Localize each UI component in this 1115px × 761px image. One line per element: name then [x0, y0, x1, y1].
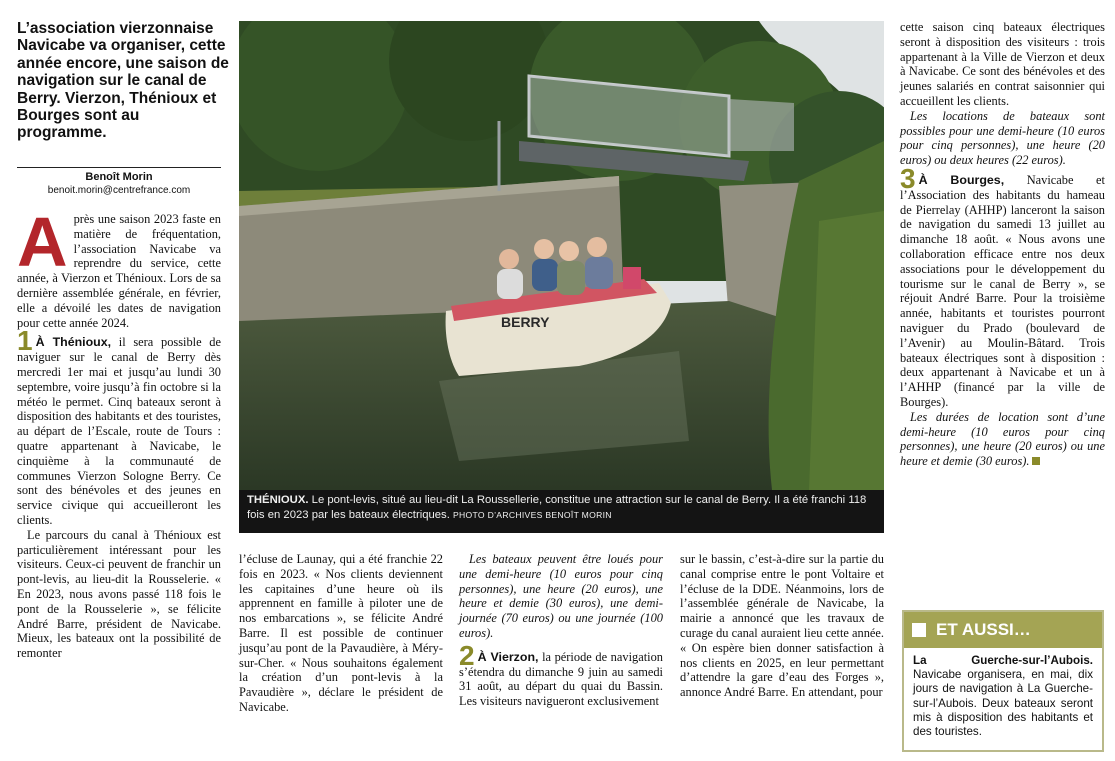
photo-caption: [239, 490, 884, 533]
section-label: À Thénioux,: [35, 335, 112, 350]
et-aussi-body: [904, 648, 1102, 745]
rates-paragraph: Les bateaux peuvent être loués pour une demi-heure (10 euros pour cinq personnes), une heure (20 euros), une heure et demie (30 euros), une demi-journée (70 euros) ou une journée (100 euros).: [459, 552, 663, 640]
intro-paragraph: Après une saison 2023 faste en matière de fréquentation, l’association Navicabe va reprendre du service, cette année, à Vierzon et Thénioux. Lors de sa dernière assemblée générale, en février, elle a dévoilé les dates de navigation pour cette année 2024.: [17, 203, 221, 330]
column-5: [900, 20, 1105, 469]
photo-illustration: [239, 21, 884, 533]
rates-paragraph: Les durées de location sont d’une demi-heure (10 euros pour cinq personnes), une heure (20 euros) ou une heure et demie (30 euros).: [900, 409, 1105, 469]
column-4: [680, 552, 884, 700]
section-number: 2: [459, 639, 475, 671]
rates-paragraph: Les locations de bateaux sont possibles pour une demi-heure (10 euros pour cinq personnes), une heure (20 euros) ou deux heures (22 euros).: [900, 108, 1105, 168]
end-mark-icon: [1032, 457, 1040, 465]
drop-cap: A: [17, 203, 68, 281]
et-aussi-box: [902, 610, 1104, 752]
byline: [17, 171, 221, 197]
paragraph: cette saison cinq bateaux électriques seront à disposition des visiteurs : trois appartenant à la Ville de Vierzon et deux à Navicabe. Ce sont des bénévoles et des jeunes salariés en contrat saisonnier qui accueillent les clients.: [900, 20, 1105, 108]
column-3: [459, 552, 663, 709]
section-label: À Vierzon,: [477, 649, 539, 664]
paragraph: l’écluse de Launay, qui a été franchie 22 fois en 2023. « Nos clients deviennent les capitaines d’une heure où ils apprennent en famille à piloter une de nos embarcations », se félicite André Barre. Il est possible de continuer jusqu’au pont de la Pavaudière, à Méry-sur-Cher. « Nous souhaitons également la création d’un pont-levis à la Pavaudière », déclare le président de Navicabe.: [239, 552, 443, 714]
author-email[interactable]: benoit.morin@centrefrance.com: [47, 185, 191, 196]
section-vierzon: 2 À Vierzon, la période de navigation s’étendra du dimanche 9 juin au samedi 31 août, au départ du quai du Bassin. Les visiteurs navigueront exclusivement: [459, 639, 663, 709]
boat-name: BERRY: [501, 314, 550, 330]
section-bourges: 3 À Bourges, Navicabe et l’Association des habitants du hameau de Pierrelay (AHHP) lanceront la saison de navigation du samedi 13 juillet au dimanche 18 août. « Nous avons une collaboration efficace entre nos deux associations pour le développement du tourisme sur le canal de Berry », se réjouit André Barre. Pour la troisième année, habitants et touristes pourront naviguer du Prado (boulevard de l’Avenir) au Moulin-Bâtard. Trois bateaux électriques sont à disposition : deux appartenant à Navicabe et un à l’AHHP (financé par la ville de Bourges).: [900, 162, 1105, 409]
section-thenioux: 1 À Thénioux, il sera possible de naviguer sur le canal de Berry dès mercredi 1er mai et jusqu’au lundi 30 septembre, voire jusqu’à fin octobre si la météo le permet. Cinq bateaux seront à disposition des habitants et des touristes, au départ de l’Escale, route de Tours : quatre appartenant à Navicabe, le cinquième à la communauté de communes Vierzon Sologne Berry. Ce sont des bénévoles et des jeunes en service civique qui accueilleront les clients.: [17, 325, 221, 527]
et-aussi-text: Navicabe organisera, en mai, dix jours de navigation à La Guerche-sur-l’Aubois. Deux bateaux seront mis à disposition des habitants et des touristes.: [913, 668, 1093, 739]
column-1: [17, 203, 221, 661]
section-number: 3: [900, 162, 916, 194]
article-photo: [239, 21, 884, 533]
author-name: Benoît Morin: [85, 171, 153, 183]
article-lead: L’association vierzonnaise Navicabe va organiser, cette année encore, une saison de navigation sur le canal de Berry. Vierzon, Thénioux et Bourges sont au programme.: [17, 20, 229, 142]
caption-label: THÉNIOUX.: [247, 494, 309, 506]
paragraph: sur le bassin, c’est-à-dire sur la partie du canal comprise entre le pont Voltaire et l’écluse de la DDE. Néanmoins, lors de l’assemblée générale de Navicabe, la mairie a annoncé que les travaux de curage du canal auraient lieu cette année. « On espère bien donner satisfaction à nos clients en 2025, en leur permettant d’attendre la gare d’eau des Forges », annonce André Barre. En attendant, pour: [680, 552, 884, 700]
section-label: À Bourges,: [918, 172, 1005, 187]
paragraph: Le parcours du canal à Thénioux est particulièrement intéressant pour les visiteurs. Ceux-ci peuvent de franchir un pont-levis, au lieu-dit la Rousselerie. « En 2023, nous avons passé 118 fois le pont de la Rousselerie », se félicite André Barre, président de Navicabe. Mieux, les bateaux ont la possibilité de remonter: [17, 527, 221, 661]
byline-rule: [17, 167, 221, 168]
et-aussi-title: ET AUSSI…: [936, 620, 1031, 639]
caption-text: Le pont-levis, situé au lieu-dit La Roussellerie, constitue une attraction sur le canal de Berry. Il a été franchi 118 fois en 2023 par les bateaux électriques.: [247, 494, 867, 521]
et-aussi-header: [904, 612, 1102, 648]
section-number: 1: [17, 325, 33, 357]
photo-credit: PHOTO D’ARCHIVES BENOÎT MORIN: [453, 510, 612, 520]
square-icon: [912, 623, 926, 637]
column-2: [239, 552, 443, 715]
et-aussi-label: La Guerche-sur-l’Aubois.: [913, 654, 1093, 667]
